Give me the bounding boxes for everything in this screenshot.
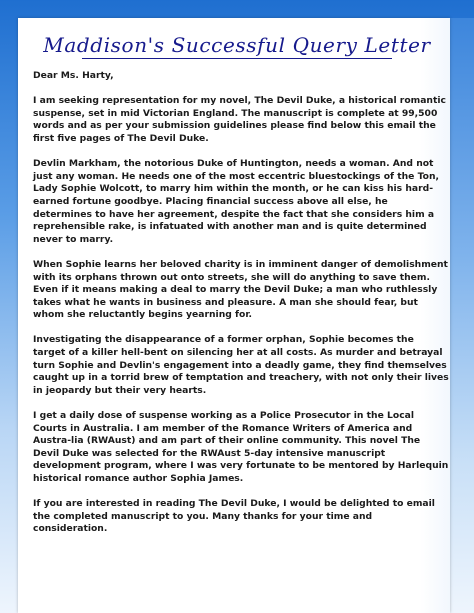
title-underline [82, 58, 392, 59]
paragraph-devlin: Devlin Markham, the notorious Duke of Huntington, needs a woman. And not just any woman. He needs one of the most eccentric bluestockings of the Ton, Lady Sophie Wolcott, to marry him within the month, or he can kiss his hard-earned fortune goodbye. Placing financial success above all else, he determines to have her agreement, despite the fact that she considers him a reprehensible rake, is infatuated with another man and is quite determined never to marry. [33, 158, 439, 245]
salutation: Dear Ms. Harty, [33, 70, 114, 81]
letter-title: Maddison's Successful Query Letter [43, 33, 431, 57]
paragraph-author-bio: I get a daily dose of suspense working as a Police Prosecutor in the Local Courts in Australia. I am member of the Romance Writers of America and Austra-lia (RWAust) and am part of their online community. This novel The Devil Duke was selected for the RWAust 5-day intensive manuscript development program, where I was very fortunate to be mentored by Harlequin historical romance author Sophia James. [33, 410, 449, 484]
paragraph-intro: I am seeking representation for my novel, The Devil Duke, a historical romantic suspense, set in mid Victorian England. The manuscript is complete at 99,500 words and as per your submission guidelines please find below this email the first five pages of The Devil Duke. [33, 95, 446, 144]
letter-body [33, 70, 449, 549]
paragraph-investigation: Investigating the disappearance of a former orphan, Sophie becomes the target of a killer hell-bent on silencing her at all costs. As murder and betrayal turn Sophie and Devlin's engagement into a deadly game, they find themselves caught up in a torrid brew of temptation and treachery, with not only their lives in jeopardy but their very hearts. [33, 334, 449, 396]
decorative-edge [450, 18, 474, 613]
paragraph-sophie: When Sophie learns her beloved charity is in imminent danger of demolishment with its orphans thrown out onto streets, she will do anything to save them. Even if it means making a deal to marry the Devil Duke; a man who ruthlessly takes what he wants in business and pleasure. A man she should fear, but whom she reluctantly begins yearning for. [33, 258, 448, 321]
paragraph-closing: If you are interested in reading The Devil Duke, I would be delighted to email the completed manuscript to you. Many thanks for your time and consideration. [33, 498, 435, 535]
